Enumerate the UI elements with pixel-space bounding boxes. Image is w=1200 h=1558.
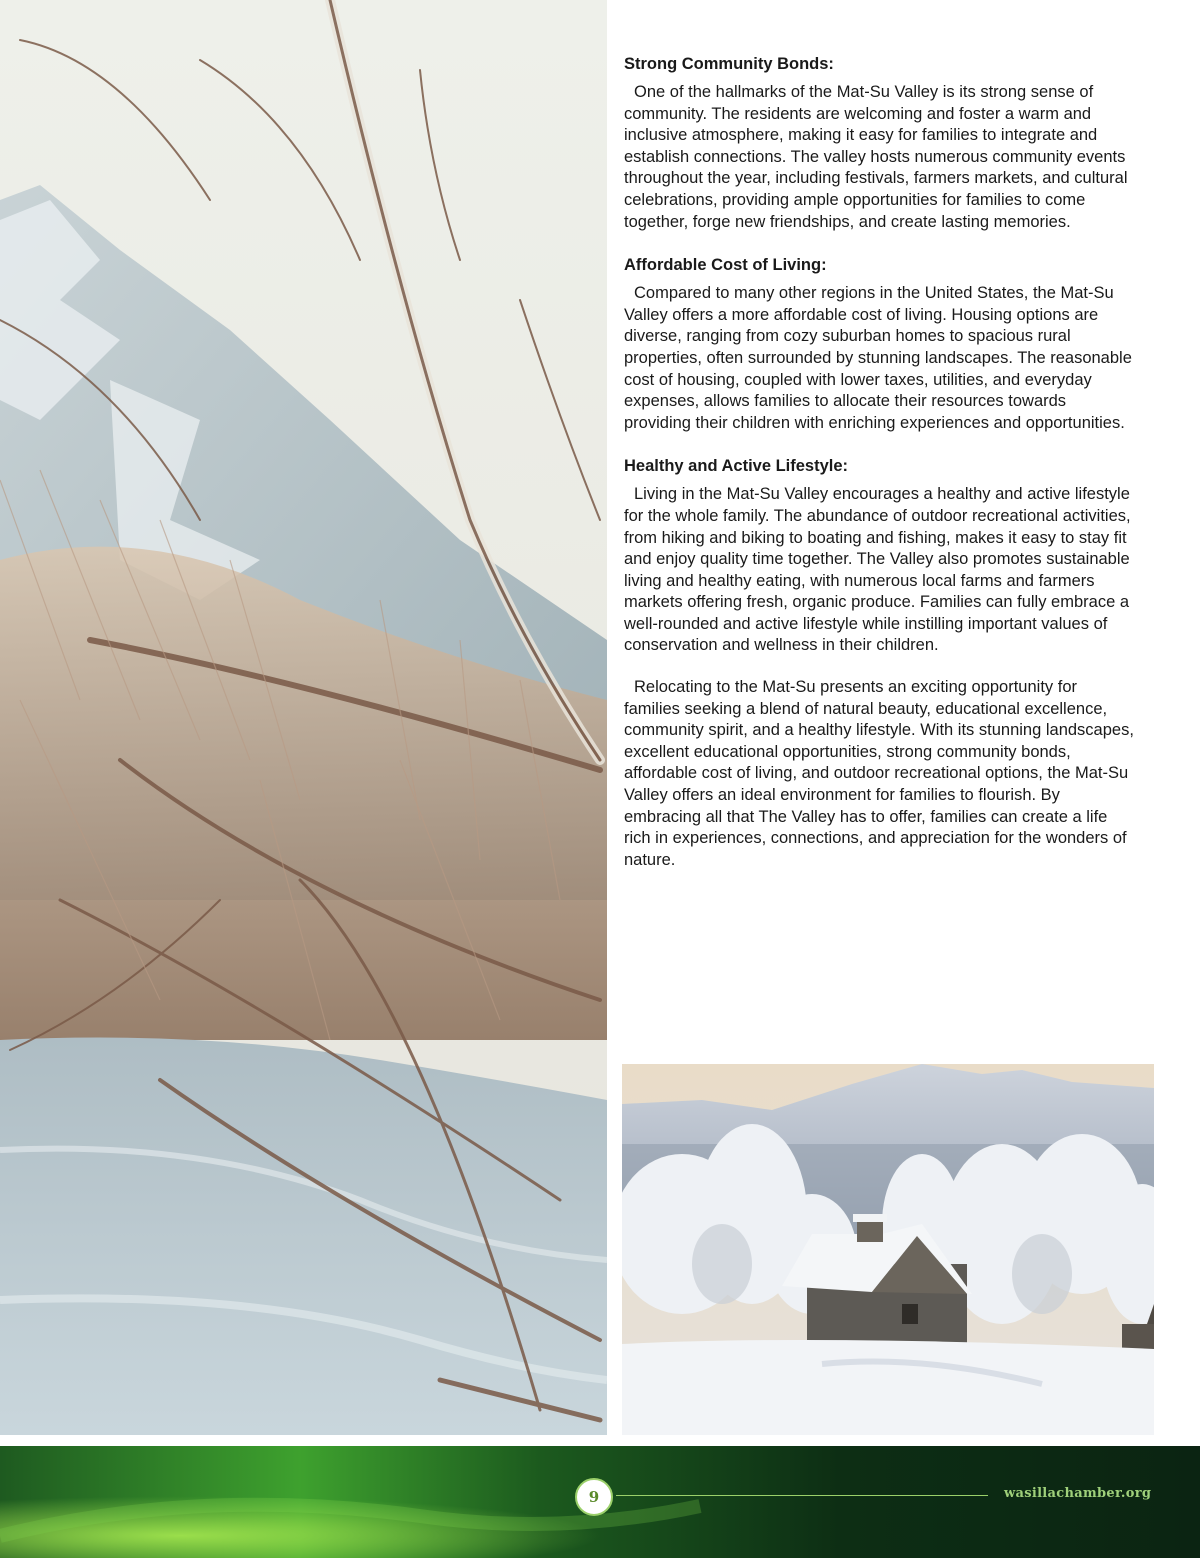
section-heading: Affordable Cost of Living: — [624, 256, 827, 275]
section-heading: Strong Community Bonds: — [624, 55, 834, 73]
section-cost-of-living — [624, 253, 1134, 434]
website-link[interactable]: wasillachamber.org — [1004, 1486, 1152, 1501]
closing-paragraph: Relocating to the Mat-Su presents an exciting opportunity for families seeking a blend of natural beauty, educational excellence, community spirit, and a healthy lifestyle. With its stunning landscapes, excellent educational opportunities, strong community bonds, affordable cost of living, and outdoor recreational options, the Mat-Su Valley offers an ideal environment for families to flourish. By embracing all that The Valley has to offer, families can create a life rich in experiences, connections, and appreciation for the wonders of nature. — [624, 678, 1134, 869]
section-body: One of the hallmarks of the Mat-Su Valley is its strong sense of community. The residents are welcoming and foster a warm and inclusive atmosphere, making it easy for families to integrate and establish connections. The valley hosts numerous community events throughout the year, including festivals, farmers markets, and cultural celebrations, providing ample opportunities for families to come together, forge new friendships, and create lasting memories. — [624, 83, 1128, 231]
snowy-barn-photo — [622, 1064, 1154, 1435]
section-body: Living in the Mat-Su Valley encourages a healthy and active lifestyle for the whole family. The abundance of outdoor recreational activities, from hiking and biking to boating and fishing, makes it easy to stay fit and enjoy quality time together. The Valley also promotes sustainable living and healthy eating, with numerous local farms and farmers markets offering fresh, organic produce. Families can fully embrace a well-rounded and active lifestyle while instilling important values of conservation and wellness in their children. — [624, 485, 1131, 655]
page-number: 9 — [575, 1478, 613, 1516]
section-heading: Healthy and Active Lifestyle: — [624, 457, 849, 476]
frosted-branches-photo — [0, 0, 607, 1435]
footer-divider — [616, 1495, 988, 1496]
section-community — [624, 52, 1134, 233]
section-body: Compared to many other regions in the United States, the Mat-Su Valley offers a more affordable cost of living. Housing options are diverse, ranging from cozy suburban homes to spacious rural properties, often surrounded by stunning landscapes. The reasonable cost of housing, coupled with lower taxes, utilities, and everyday expenses, allows families to allocate their resources towards providing their children with enriching experiences and opportunities. — [624, 284, 1132, 432]
section-lifestyle — [624, 454, 1134, 657]
article-text — [624, 52, 1134, 891]
